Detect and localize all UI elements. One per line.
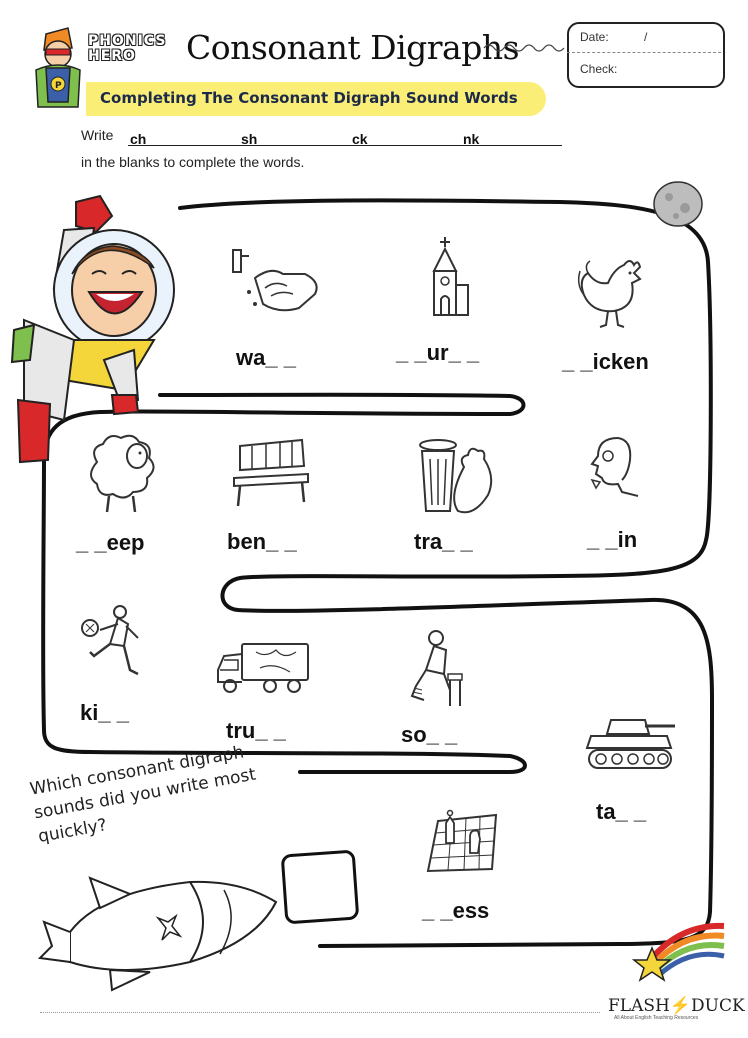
sheep-icon (83, 432, 161, 514)
word-sock: so_ _ (401, 722, 458, 747)
answer-box[interactable] (281, 850, 360, 925)
face-profile-icon (588, 434, 640, 502)
digraph-sh: sh (241, 131, 258, 147)
washing-hands-icon (225, 248, 325, 323)
svg-text:P: P (55, 81, 62, 91)
brand-sub: All About English Teaching Resources (614, 1015, 699, 1021)
reflection-question: Which consonant digraph sounds did you write most quickly? (28, 742, 258, 847)
shooting-star-icon (632, 918, 727, 980)
word-church: _ _ur_ _ (396, 340, 480, 365)
rocket-icon (40, 862, 280, 992)
digraph-ch: ch (130, 131, 147, 147)
word-truck: tru_ _ (226, 718, 286, 743)
word-wash: wa_ _ (236, 345, 296, 370)
tank-icon (585, 714, 677, 772)
word-bench: ben_ _ (227, 529, 297, 554)
write-label: Write (81, 127, 114, 143)
word-tank: ta_ _ (596, 799, 647, 824)
chess-icon (426, 803, 498, 875)
trash-can-icon (414, 437, 494, 517)
digraph-ck: ck (352, 131, 368, 147)
truck-icon (216, 640, 310, 695)
date-label: Date: (580, 30, 609, 44)
word-chess: _ _ess (422, 898, 490, 923)
logo-line2: HERO (88, 48, 136, 64)
instruction-text: in the blanks to complete the words. (81, 154, 305, 170)
brand-left: FLASH (608, 996, 670, 1016)
logo-line1: PHONICS (88, 33, 167, 49)
rooster-icon (574, 255, 646, 330)
digraph-nk: nk (463, 131, 480, 147)
footer-divider (40, 1012, 600, 1013)
putting-on-sock-icon (410, 630, 465, 708)
date-slash: / (644, 30, 648, 44)
word-kick: ki_ _ (80, 700, 129, 725)
asteroid-icon (652, 180, 704, 228)
word-sheep: _ _eep (76, 530, 145, 555)
word-chin: _ _in (587, 527, 638, 552)
bench-icon (232, 438, 310, 508)
flashduck-logo: FLASH⚡DUCK (608, 996, 745, 1016)
check-label: Check: (580, 62, 618, 76)
church-icon (420, 235, 470, 317)
page-title: Consonant Digraphs (186, 28, 520, 67)
subtitle: Completing The Consonant Digraph Sound Words (100, 89, 518, 107)
soccer-kick-icon (80, 604, 142, 682)
brand-right: DUCK (691, 996, 745, 1016)
word-chicken: _ _icken (562, 349, 649, 374)
word-trash: tra_ _ (414, 529, 473, 554)
